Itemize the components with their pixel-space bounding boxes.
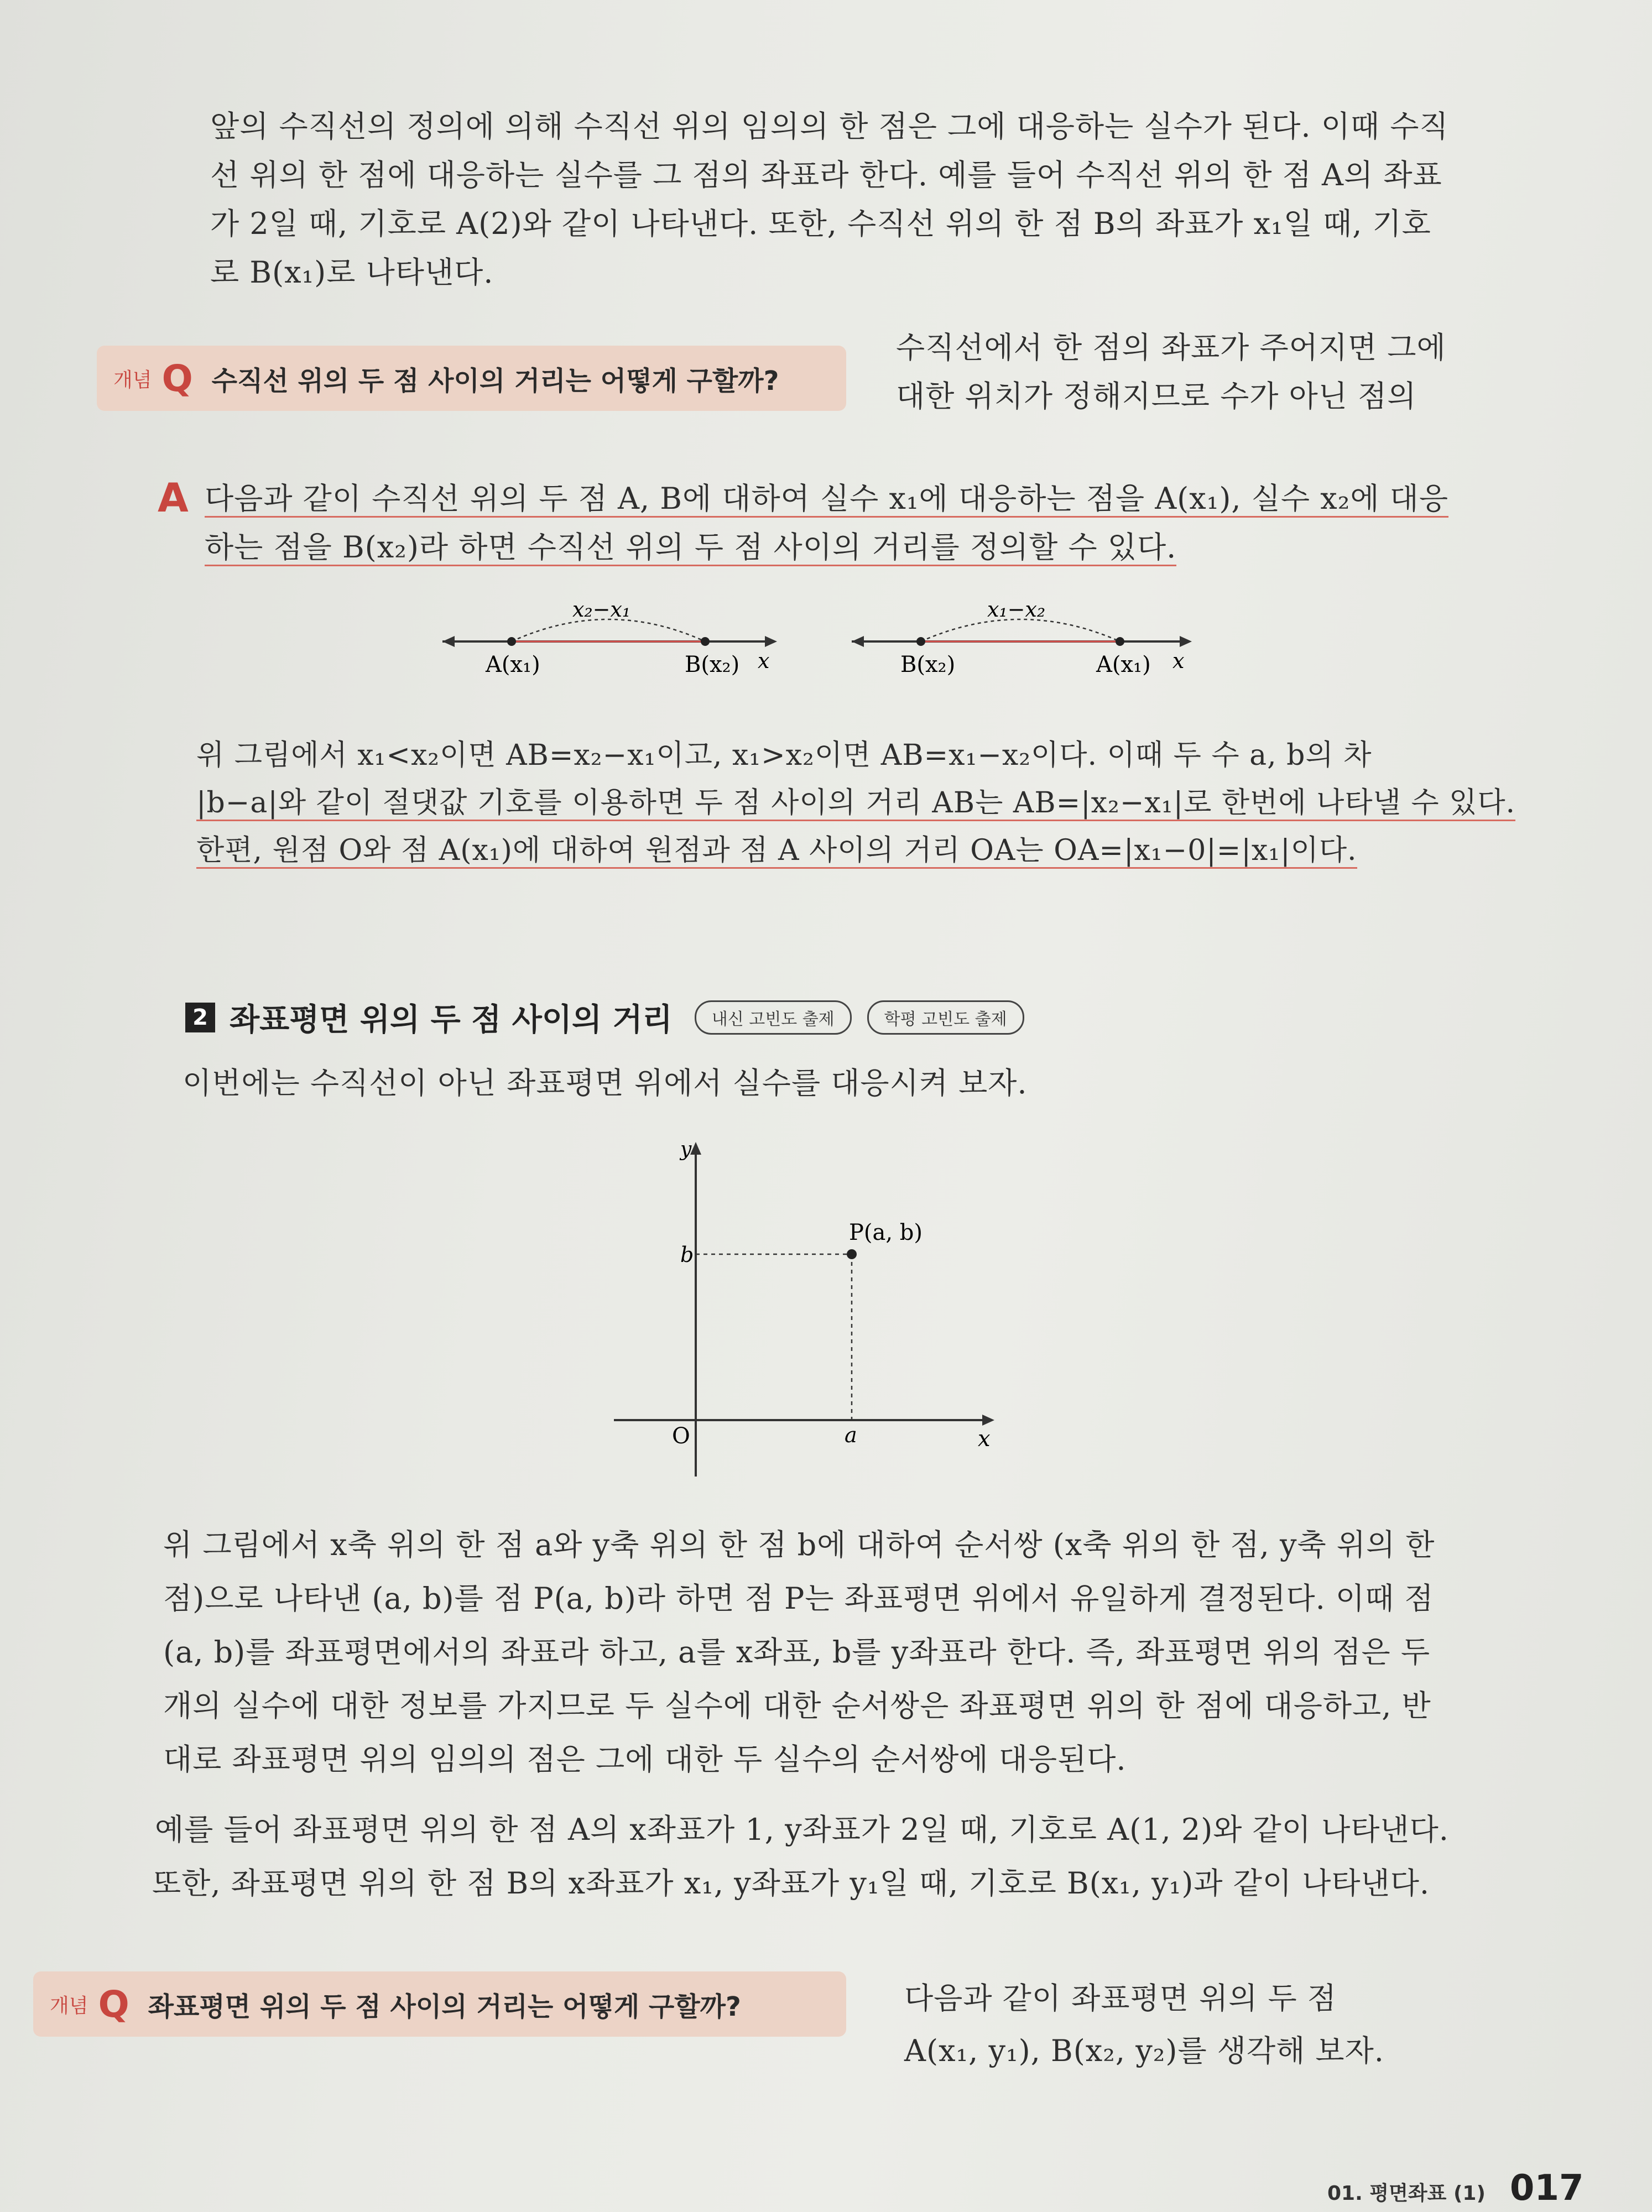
explain1-text-3: 한편, 원점 O와 점 A(x₁)에 대하여 원점과 점 A 사이의 거리 OA는 OA=|x₁−0|=|x₁|이다.: [196, 834, 1357, 869]
concept-question-box-1: [97, 346, 846, 411]
q1-side-paragraph: [896, 324, 1449, 423]
explain1-line2: [196, 779, 1516, 827]
section-title: 좌표평면 위의 두 점 사이의 거리: [230, 1002, 673, 1038]
point-label-b: B(x₂): [685, 652, 740, 677]
a-label: a: [845, 1423, 857, 1447]
explain1-text-1: 위 그림에서 x₁<x₂이면 AB=x₂−x₁이고, x₁>x₂이면 AB=x₁−x₂이다. 이때 두 수 a, b의 차: [196, 739, 1372, 772]
chapter-label: 01. 평면좌표 (1): [1327, 2182, 1486, 2205]
answer-paragraph: [205, 474, 1449, 572]
intro-text: 앞의 수직선의 정의에 의해 수직선 위의 임의의 한 점은 그에 대응하는 실수가 된다. 이때 수직선 위의 한 점에 대응하는 실수를 그 점의 좌표라 한다. 예를 들어 수직선 위의 한 점 A의 좌표가 2일 때, 기호로 A(2)와 같이 나타낸다. 또한, 수직선 위의 한 점 B의 좌표가 x₁일 때, 기호로 B(x₁)로 나타낸다.: [210, 109, 1449, 290]
explain1-line1: [196, 731, 1468, 780]
point-label-a-right: A(x₁): [1096, 652, 1151, 677]
example1-text: 예를 들어 좌표평면 위의 한 점 A의 x좌표가 1, y좌표가 2일 때, 기호로 A(1, 2)와 같이 나타낸다.: [155, 1812, 1449, 1847]
coordinate-plane-figure: [603, 1134, 1012, 1488]
q1-side-text: 수직선에서 한 점의 좌표가 주어지면 그에 대한 위치가 정해지므로 수가 아닌 점의: [896, 330, 1446, 414]
q-mark-icon-2: Q: [98, 1983, 129, 2026]
page-number: 017: [1509, 2168, 1584, 2209]
intro-paragraph: [210, 102, 1449, 297]
q2-side-line2: [904, 2027, 1513, 2075]
q2-side-text-1: 다음과 같이 좌표평면 위의 두 점: [904, 1981, 1337, 2016]
number-line-figure: [431, 592, 1217, 691]
explain2-example1: [155, 1806, 1482, 1854]
q2-side-text-2: A(x₁, y₁), B(x₂, y₂)를 생각해 보자.: [904, 2033, 1384, 2068]
answer-text: 다음과 같이 수직선 위의 두 점 A, B에 대하여 실수 x₁에 대응하는 점을 A(x₁), 실수 x₂에 대응하는 점을 B(x₂)라 하면 수직선 위의 두 점 사이의 거리를 정의할 수 있다.: [205, 481, 1448, 566]
concept-label-2: 개념: [50, 1994, 88, 2017]
section-2-header: [185, 995, 1024, 1040]
badge-naesin: 내신 고빈도 출제: [695, 1000, 852, 1035]
page-footer: [1327, 2168, 1584, 2209]
section-number: 2: [185, 1003, 215, 1032]
explain1-line3: [196, 826, 1468, 875]
q-mark-icon: Q: [161, 357, 193, 400]
b-label: b: [680, 1243, 694, 1267]
concept-label: 개념: [113, 368, 152, 392]
point-p: [847, 1249, 857, 1259]
example2-text: 또한, 좌표평면 위의 한 점 B의 x좌표가 x₁, y좌표가 y₁일 때, 기호로 B(x₁, y₁)과 같이 나타낸다.: [152, 1866, 1430, 1901]
section-2-intro: [183, 1059, 1455, 1108]
question-text: 수직선 위의 두 점 사이의 거리는 어떻게 구할까?: [211, 365, 779, 397]
number-line-left: [442, 597, 777, 677]
arc-label-right: x₁−x₂: [987, 597, 1046, 622]
concept-question-box-2: [33, 1971, 846, 2037]
point-label-a: A(x₁): [486, 652, 540, 677]
x-axis-label: x: [978, 1426, 991, 1452]
origin-label: O: [672, 1423, 690, 1449]
point-p-label: P(a, b): [849, 1220, 923, 1245]
point-label-b-right: B(x₂): [900, 652, 956, 677]
badge-hakpyeong: 학평 고빈도 출제: [867, 1000, 1024, 1035]
axis-label-x-right: x: [1172, 649, 1185, 673]
explain2-paragraph: [163, 1518, 1457, 1786]
question-text-2: 좌표평면 위의 두 점 사이의 거리는 어떻게 구할까?: [148, 1991, 741, 2022]
explain1-text-2: |b−a|와 같이 절댓값 기호를 이용하면 두 점 사이의 거리 AB는 AB=|x₂−x₁|로 한번에 나타낼 수 있다.: [196, 786, 1515, 821]
explain2-example2: [152, 1859, 1479, 1908]
y-axis-label: y: [680, 1138, 692, 1161]
q2-side-line1: [904, 1974, 1513, 2023]
arc-label-left: x₂−x₁: [572, 597, 631, 622]
axis-label-x-left: x: [758, 649, 770, 673]
section-2-intro-text: 이번에는 수직선이 아닌 좌표평면 위에서 실수를 대응시켜 보자.: [183, 1066, 1028, 1100]
answer-mark: A: [158, 474, 189, 521]
explain2-text: 위 그림에서 x축 위의 한 점 a와 y축 위의 한 점 b에 대하여 순서쌍 (x축 위의 한 점, y축 위의 한 점)으로 나타낸 (a, b)를 점 P(a, b)라 하면 점 P는 좌표평면 위에서 유일하게 결정된다. 이때 점 (a, b)를 좌표평면에서의 좌표라 하고, a를 x좌표, b를 y좌표라 한다. 즉, 좌표평면 위의 점은 두 개의 실수에 대한 정보를 가지므로 두 실수에 대한 순서쌍은 좌표평면 위의 한 점에 대응하고, 반대로 좌표평면 위의 임의의 점은 그에 대한 두 실수의 순서쌍에 대응된다.: [163, 1527, 1435, 1777]
number-line-right: [852, 597, 1192, 677]
